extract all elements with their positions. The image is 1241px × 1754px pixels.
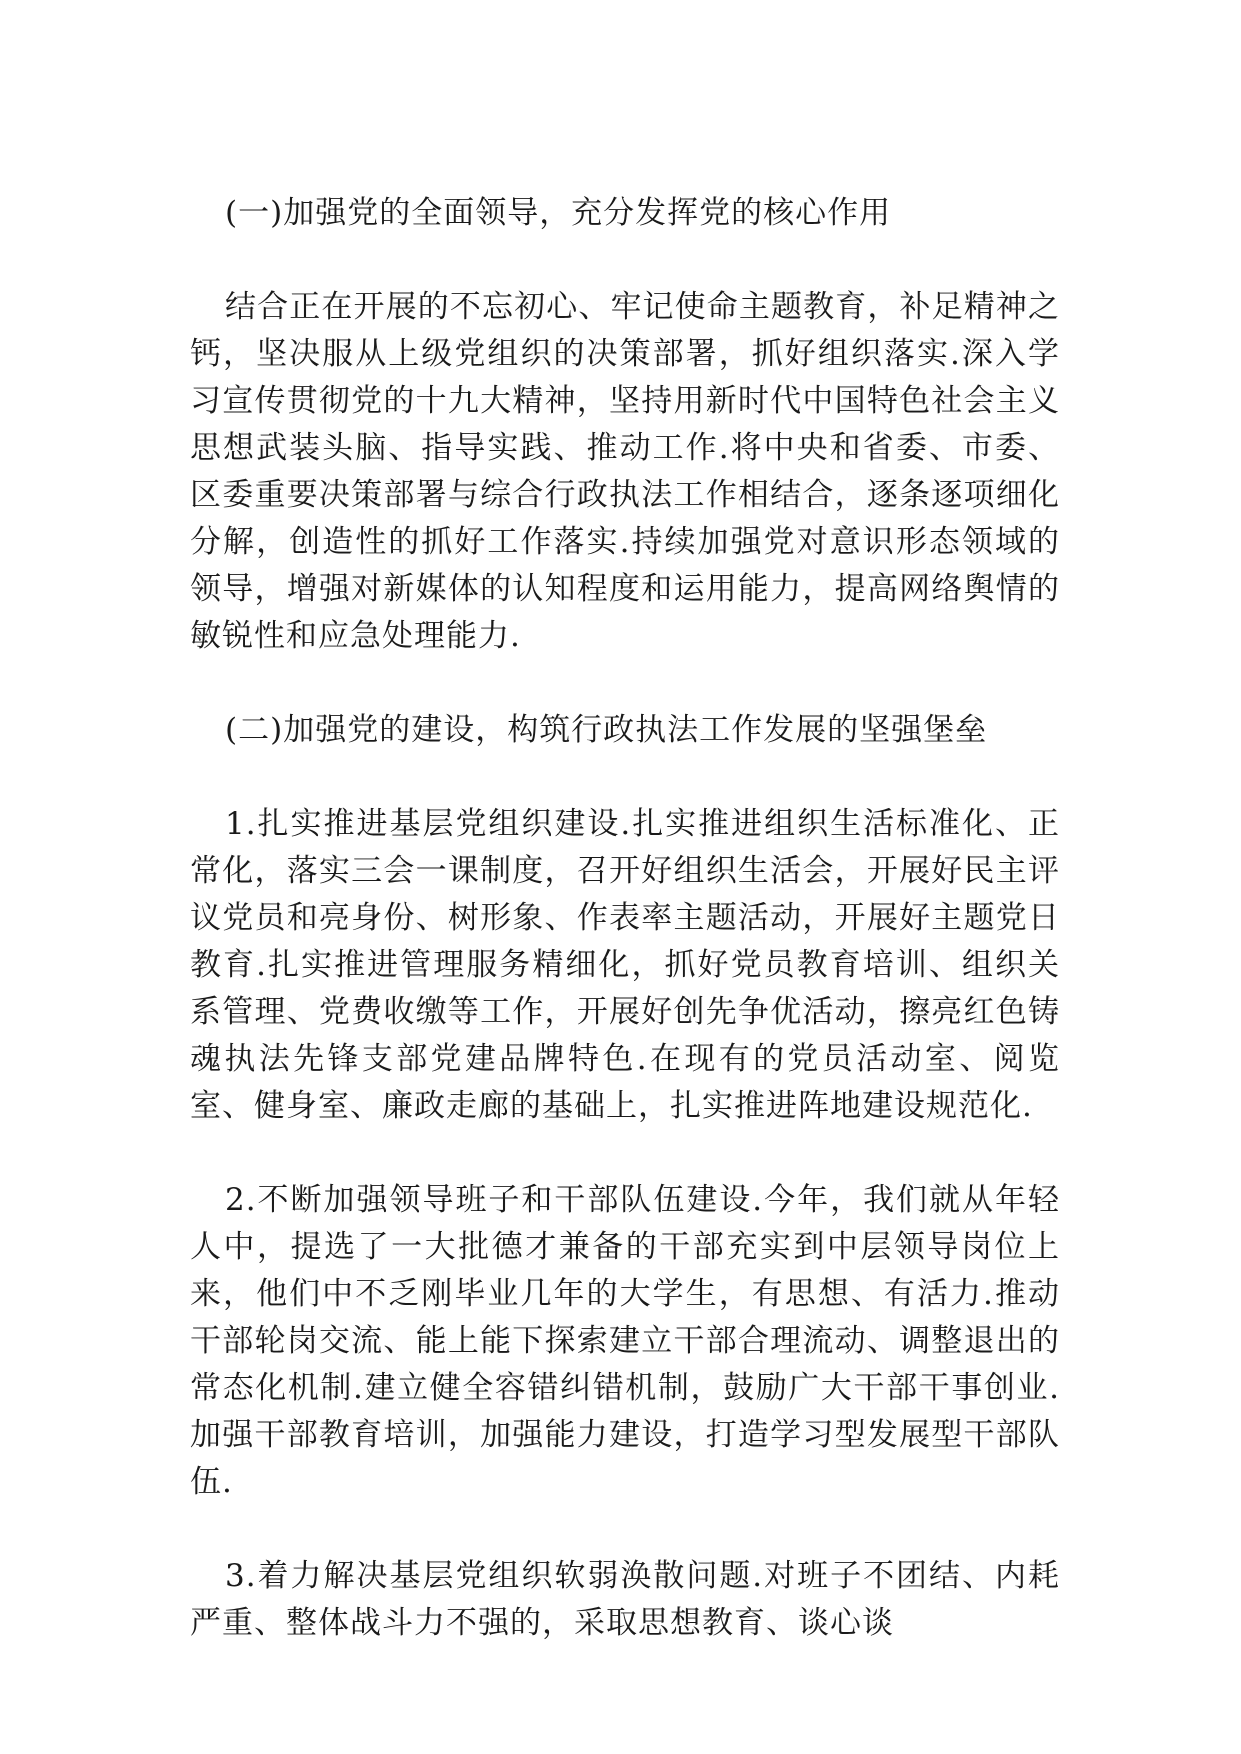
paragraph-1: 结合正在开展的不忘初心、牢记使命主题教育，补足精神之钙，坚决服从上级党组织的决策部署，抓好组织落实.深入学习宣传贯彻党的十九大精神，坚持用新时代中国特色社会主义思想武装头脑、指导实践、推动工作.将中央和省委、市委、区委重要决策部署与综合行政执法工作相结合，逐条逐项细化分解，创造性的抓好工作落实.持续加强党对意识形态领域的领导，增强对新媒体的认知程度和运用能力，提高网络舆情的敏锐性和应急处理能力. <box>190 289 1060 654</box>
paragraph-3: 2.不断加强领导班子和干部队伍建设.今年，我们就从年轻人中，提选了一大批德才兼备的干部充实到中层领导岗位上来，他们中不乏刚毕业几年的大学生，有思想、有活力.推动干部轮岗交流、能上能下探索建立干部合理流动、调整退出的常态化机制.建立健全容错纠错机制，鼓励广大干部干事创业.加强干部教育培训，加强能力建设，打造学习型发展型干部队伍. <box>190 1182 1060 1500</box>
section-heading-2: (二)加强党的建设，构筑行政执法工作发展的坚强堡垒 <box>225 712 988 748</box>
paragraph-2: 1.扎实推进基层党组织建设.扎实推进组织生活标准化、正常化，落实三会一课制度，召开好组织生活会，开展好民主评议党员和亮身份、树形象、作表率主题活动，开展好主题党日教育.扎实推进管理服务精细化，抓好党员教育培训、组织关系管理、党费收缴等工作，开展好创先争优活动，擦亮红色铸魂执法先锋支部党建品牌特色.在现有的党员活动室、阅览室、健身室、廉政走廊的基础上，扎实推进阵地建设规范化. <box>190 806 1060 1124</box>
section-heading-1: (一)加强党的全面领导，充分发挥党的核心作用 <box>225 195 892 231</box>
document-body <box>190 190 1060 1647</box>
paragraph-4: 3.着力解决基层党组织软弱涣散问题.对班子不团结、内耗严重、整体战斗力不强的，采取思想教育、谈心谈 <box>190 1558 1060 1641</box>
